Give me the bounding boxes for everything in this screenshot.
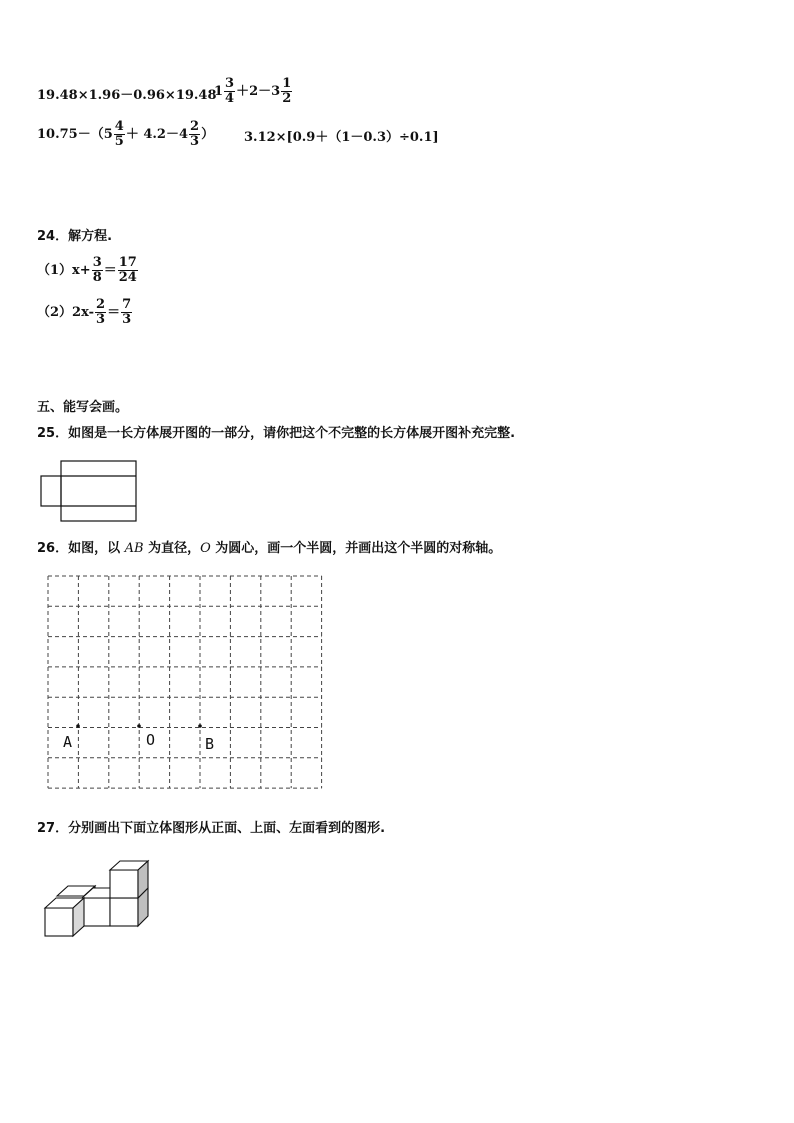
eq2-fraction-2: $\frac{7}{3}$: [122, 297, 132, 327]
cube-middle-front: [82, 898, 110, 926]
cube-right-front: [110, 898, 138, 926]
net-side-face: [41, 476, 61, 506]
expr3-fraction-1: $\frac{4}{5}$: [114, 119, 124, 149]
expression-3: [37, 120, 214, 149]
q24-title: 24．解方程.: [37, 229, 113, 244]
q27-title: 27．分别画出下面立体图形从正面、上面、左面看到的图形.: [37, 821, 386, 836]
eq1-fraction-2: $\frac{17}{24}$: [118, 255, 137, 285]
point-a-dot: [76, 724, 80, 728]
q27-cube-solid-figure: [40, 858, 165, 940]
cube-top-front: [110, 870, 138, 898]
point-o-label: O: [146, 731, 156, 749]
eq1-label: （1）x+: [37, 262, 91, 278]
q26-title-part-1: 26．如图，以: [37, 541, 125, 556]
cube-front-left-front: [45, 908, 73, 936]
expr3-fraction-2: $\frac{2}{3}$: [190, 119, 200, 149]
eq2-label: （2）2x-: [37, 304, 95, 320]
point-o-dot: [137, 724, 141, 728]
section-5-title: 五、能写会画。: [37, 400, 129, 415]
expr2-fraction-1: $\frac{3}{4}$: [225, 76, 235, 106]
q25-title: 25．如图是一长方体展开图的一部分，请你把这个不完整的长方体展开图补充完整.: [37, 426, 516, 441]
expr2-middle: ＋2－3: [236, 83, 281, 99]
eq1-equals: ＝: [103, 262, 117, 278]
point-b-label: B: [205, 735, 215, 753]
expression-2: [214, 77, 293, 106]
expression-4: 3.12×[0.9＋（1－0.3）÷0.1]: [244, 130, 439, 145]
point-b-dot: [198, 724, 202, 728]
expr3-suffix: ）: [201, 126, 215, 142]
q24-equation-1: [37, 256, 139, 285]
q26-o: O: [200, 541, 211, 556]
q26-dashed-grid: [46, 574, 326, 792]
expr3-prefix: 10.75－（5: [37, 126, 113, 142]
q26-title-part-3: 为圆心，画一个半圆，并画出这个半圆的对称轴。: [210, 541, 502, 556]
expression-1: 19.48×1.96－0.96×19.48: [37, 88, 217, 103]
q26-title-part-2: 为直径，: [143, 541, 201, 556]
net-main-rectangle: [61, 461, 136, 521]
expr2-whole: 1: [214, 83, 224, 99]
q26-ab: AB: [124, 541, 144, 556]
q25-cuboid-net-figure: [38, 458, 140, 526]
eq2-equals: ＝: [107, 304, 121, 320]
expr2-fraction-2: $\frac{1}{2}$: [282, 76, 292, 106]
expr3-middle: ＋ 4.2－4: [125, 126, 189, 142]
q26-title: [37, 541, 501, 557]
eq1-fraction-1: $\frac{3}{8}$: [92, 255, 102, 285]
q24-equation-2: [37, 298, 133, 327]
eq2-fraction-1: $\frac{2}{3}$: [96, 297, 106, 327]
point-a-label: A: [63, 733, 73, 751]
